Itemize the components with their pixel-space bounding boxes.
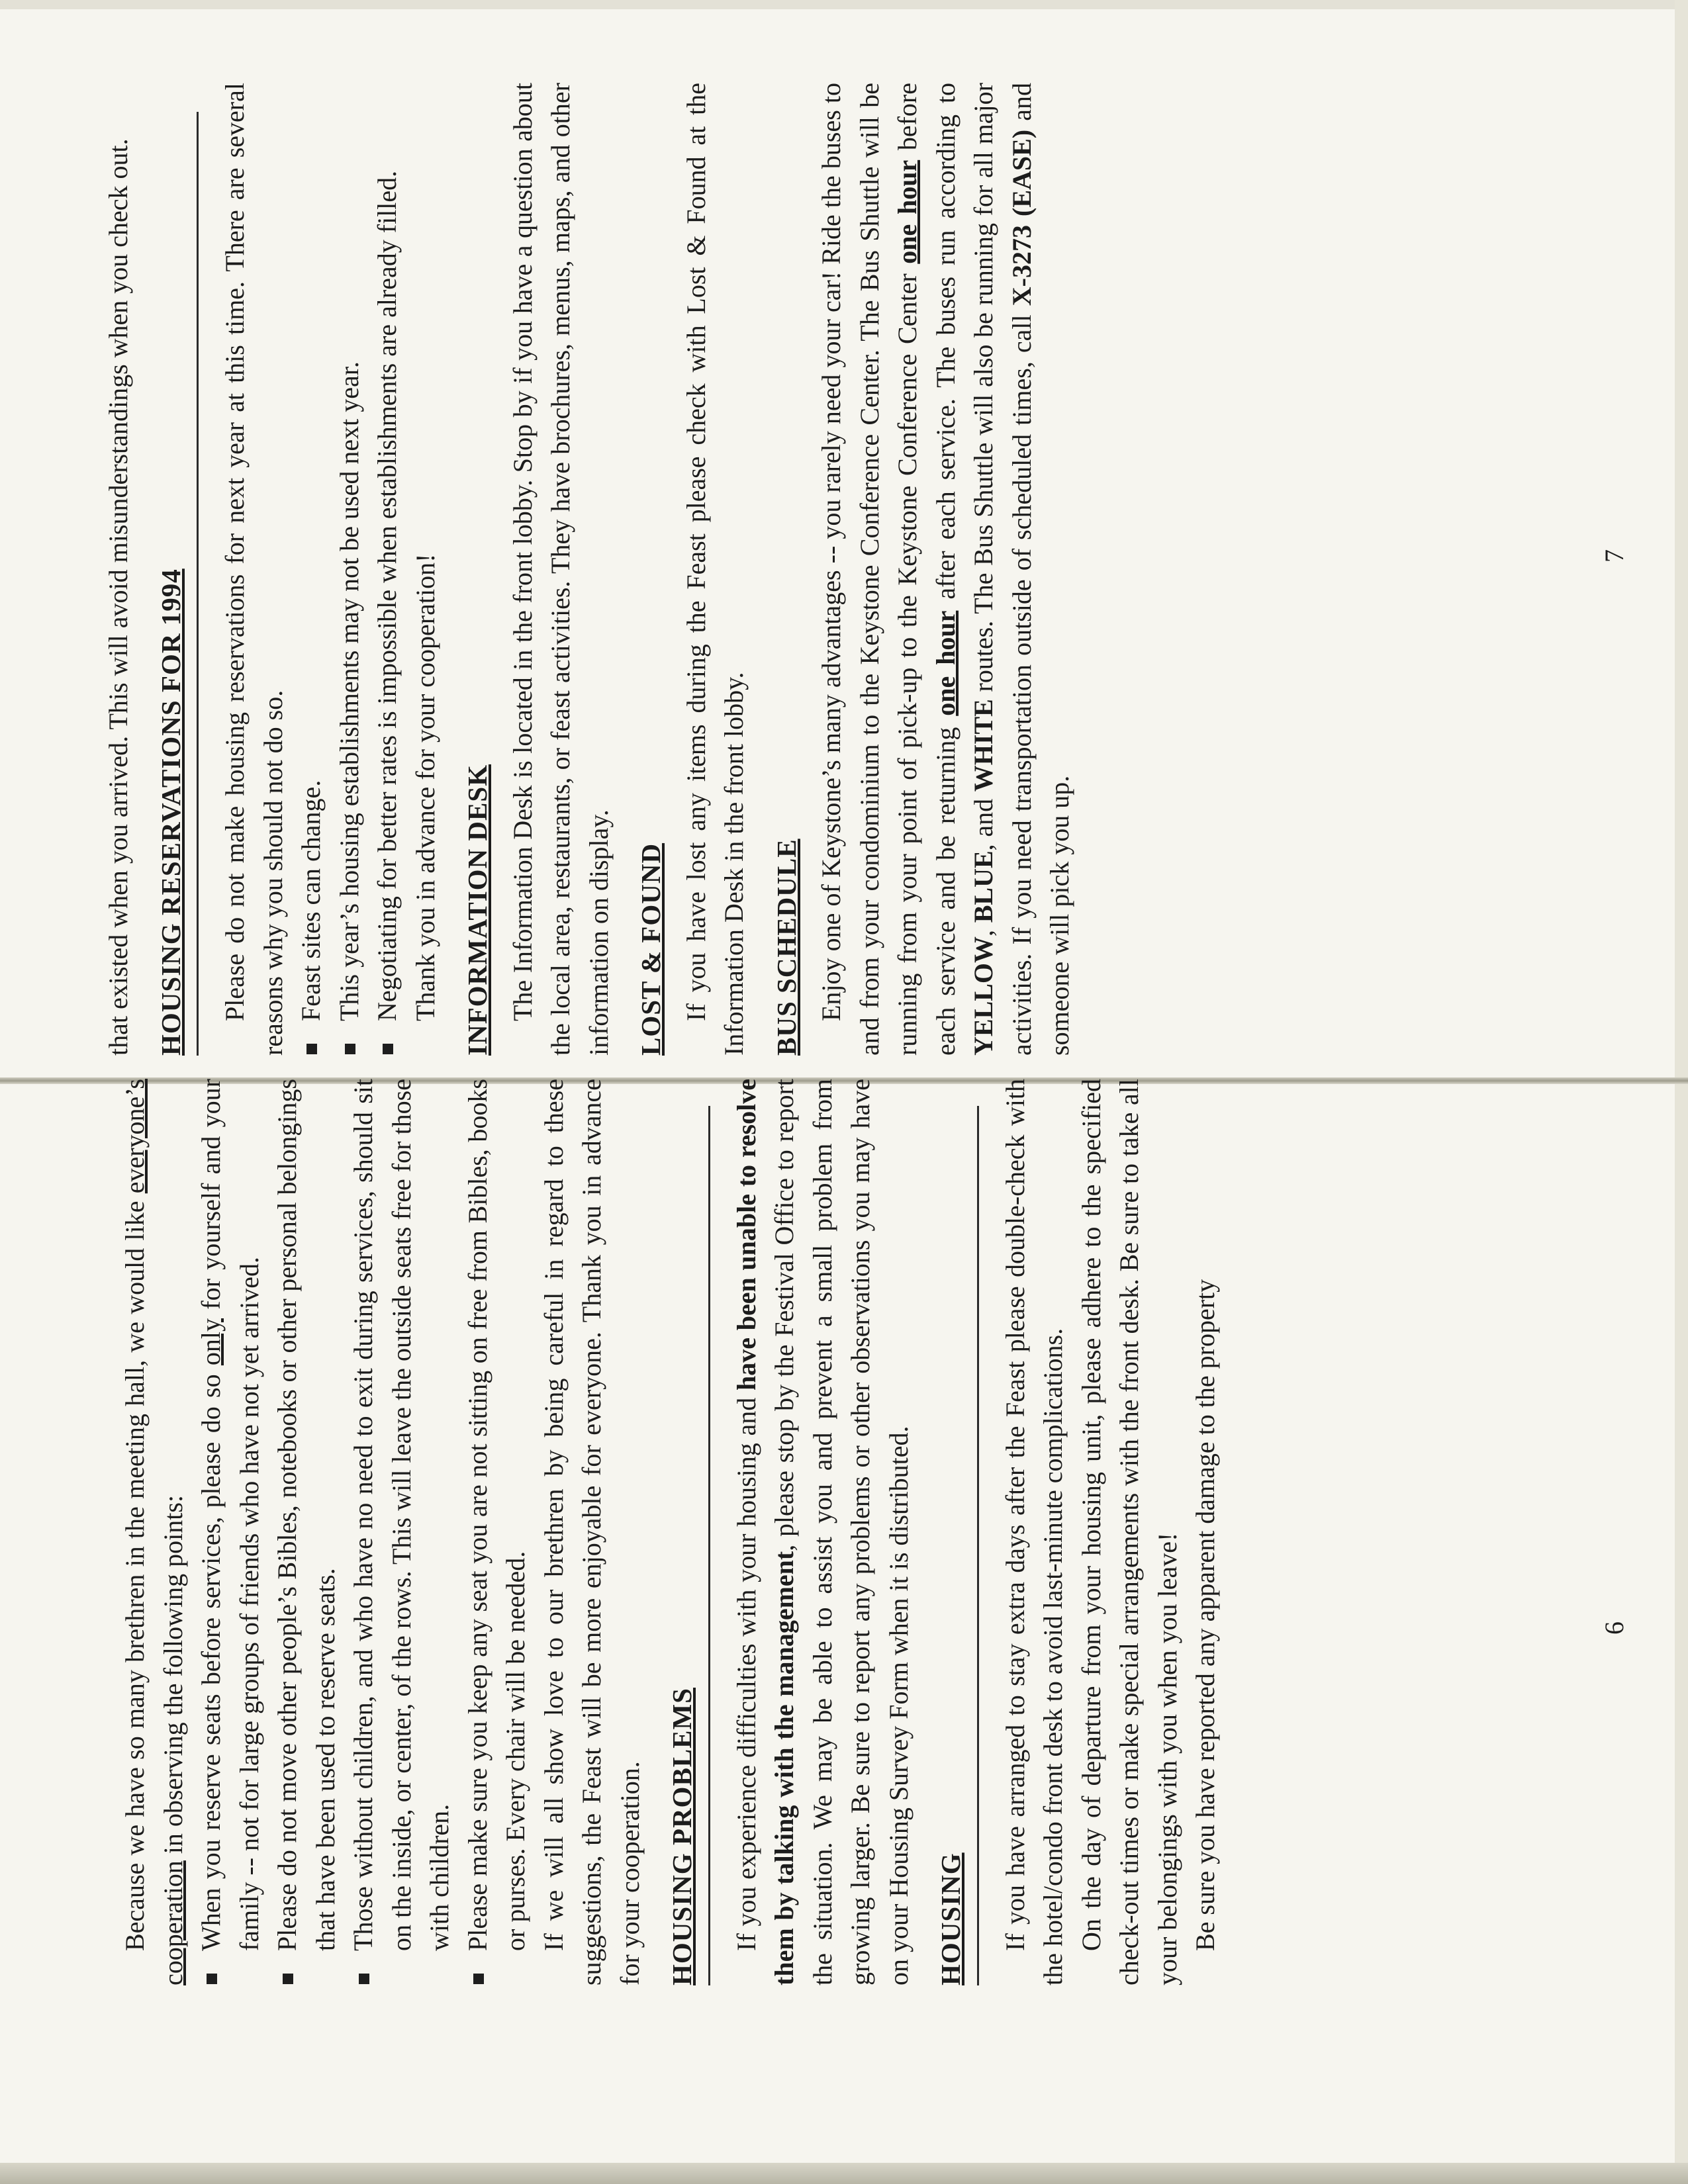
paragraph: Thank you in advance for your cooperation! [410, 553, 440, 1021]
reservation-reasons-list [292, 83, 406, 1056]
section-rule [197, 112, 199, 1056]
paragraph: If you have arranged to stay extra days after the Feast please double-check with the hotel/condo front desk to avoid last-minute complications. [1000, 1079, 1068, 1985]
square-bullet-icon [383, 1044, 393, 1054]
page-number: 6 [1599, 1621, 1629, 1635]
page-7-text [99, 83, 1092, 1056]
paragraph: If you experience difficulties with your housing and have been unable to resolve them by talking with the management, please stop by the Festival Office to report the situation. We may be able to assist you and prevent a small problem from growing larger. Be sure to report any problems or other observations you may have on your Housing Survey Form when it is distributed. [731, 1079, 914, 1985]
list-item: Please do not move other people’s Bibles, notebooks or other personal belongings that have been used to reserve seats. [268, 1079, 344, 1985]
section-rule [977, 1106, 979, 1985]
paragraph: Be sure you have reported any apparent damage to the property [1190, 1279, 1220, 1951]
section-heading: BUS SCHEDULE [771, 839, 802, 1056]
page-edge [0, 2163, 1688, 2184]
section-heading: HOUSING [935, 1852, 966, 1985]
square-bullet-icon [283, 1974, 293, 1984]
page-6-text [116, 1079, 1572, 1985]
square-bullet-icon [207, 1974, 217, 1984]
continuation-paragraph: that existed when you arrived. This will avoid misunderstandings when you check out. [103, 138, 133, 1056]
paragraph: If you have lost any items during the Feast please check with Lost & Found at the Information Desk in the front lobby. [680, 83, 749, 1056]
section-heading: HOUSING PROBLEMS [667, 1688, 697, 1985]
section-heading: LOST & FOUND [635, 842, 666, 1056]
seating-points-list [192, 1079, 535, 1985]
page-number: 7 [1599, 549, 1629, 563]
list-item: Negotiating for better rates is impossible when establishments are already filled. [368, 83, 406, 1056]
list-item: Those without children, and who have no need to exit during services, should sit on the inside, or center, of the rows. This will leave the outside seats free for those with children. [344, 1079, 459, 1985]
square-bullet-icon [345, 1044, 355, 1054]
list-item: Please make sure you keep any seat you are not sitting on free from Bibles, books or purses. Every chair will be needed. [459, 1079, 535, 1985]
square-bullet-icon [359, 1974, 369, 1984]
list-item: When you reserve seats before services, please do so only for yourself and your family -- not for large groups of friends who have not yet arrived. [192, 1079, 268, 1985]
square-bullet-icon [473, 1974, 484, 1984]
page-edge [1675, 0, 1688, 2184]
paragraph: If we will all show love to our brethren by being careful in regard to these suggestions, the Feast will be more enjoyable for everyone. Thank you in advance for your cooperation. [538, 1079, 645, 1985]
section-rule [708, 1106, 710, 1985]
section-heading: INFORMATION DESK [462, 764, 492, 1056]
paragraph: On the day of departure from your housing unit, please adhere to the specified check-out times or make special arrangements with the front desk. Be sure to take all your belongings with you when you leave! [1076, 1079, 1182, 1985]
paragraph: Enjoy one of Keystone’s many advantages -- you rarely need your car! Ride the buses to and from your condominium to the Keystone Conference Center. The Bus Shuttle will be running from your point of pick-up to the Keystone Conference Center one hour before each service and be returning one hour after each service. The buses run according to YELLOW, BLUE, and WHITE routes. The Bus Shuttle will also be running for all major activities. If you need transportation outside of scheduled times, call X-3273 (EASE) and someone will pick you up. [816, 82, 1074, 1056]
paragraph: Please do not make housing reservations for next year at this time. There are several reasons why you should not do so. [220, 83, 288, 1056]
list-item: This year’s housing establishments may not be used next year. [330, 83, 369, 1056]
intro-paragraph: Because we have so many brethren in the meeting hall, we would like everyone’s cooperation in observing the following points: [120, 1079, 188, 1985]
list-item: Feast sites can change. [292, 83, 330, 1056]
section-heading: HOUSING RESERVATIONS FOR 1994 [155, 569, 186, 1056]
paragraph: The Information Desk is located in the front lobby. Stop by if you have a question about the local area, restaurants, or feast activities. They have brochures, menus, maps, and other information on display. [507, 83, 614, 1056]
page-edge [0, 0, 1688, 9]
square-bullet-icon [306, 1044, 317, 1054]
